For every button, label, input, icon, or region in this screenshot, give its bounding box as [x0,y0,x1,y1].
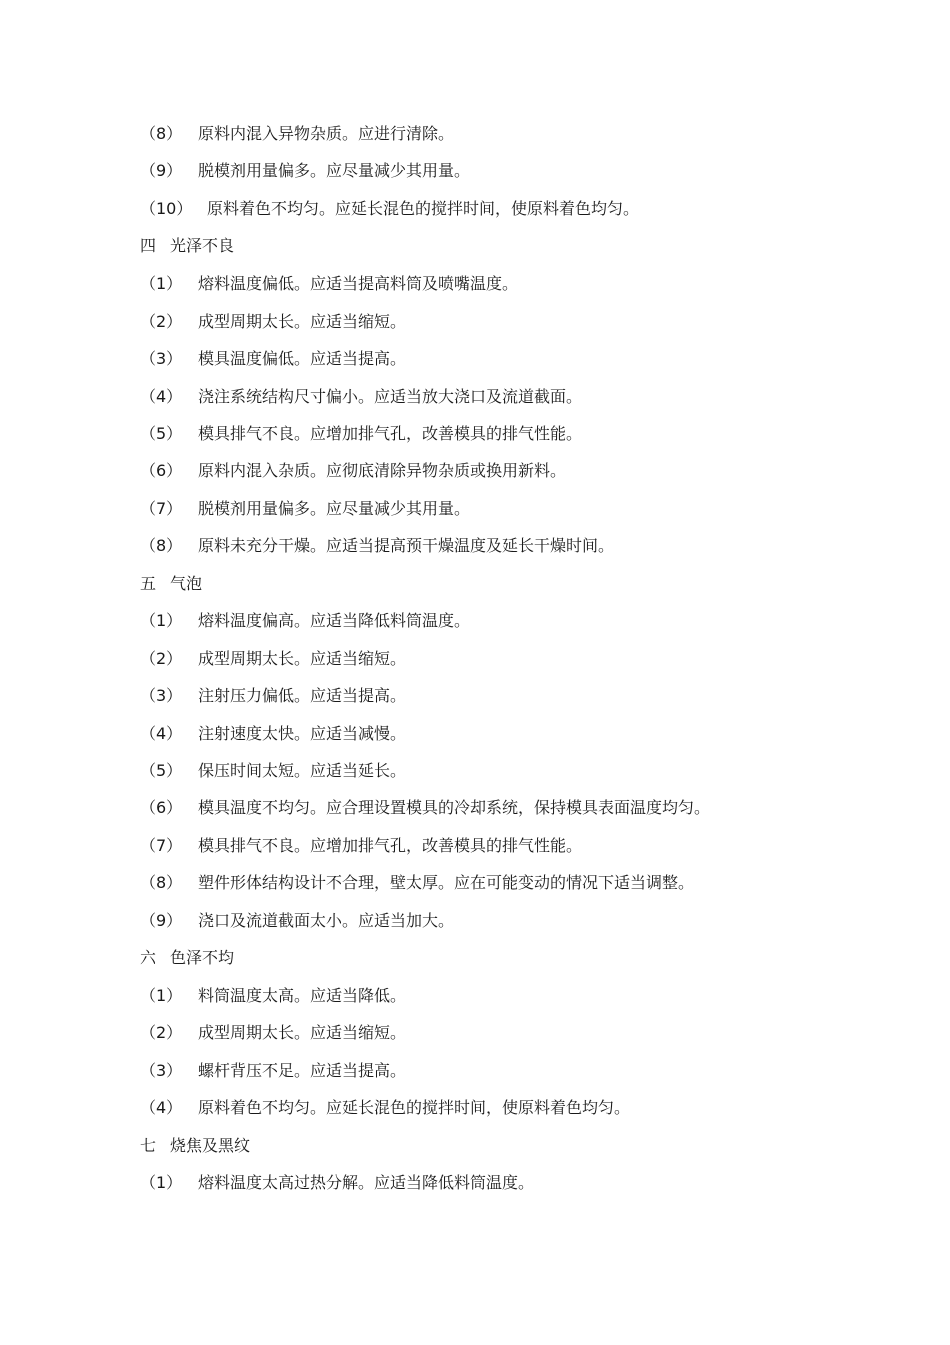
list-item [140,420,582,448]
list-item [140,120,454,148]
list-item [140,308,406,336]
list-item [140,270,518,298]
item-text: 成型周期太长。应适当缩短。 [198,649,407,668]
list-item [140,832,582,860]
item-number: （8） [140,873,183,892]
item-number: （1） [140,274,183,293]
item-number: （7） [140,499,183,518]
item-text: 模具温度偏低。应适当提高。 [198,349,407,368]
item-text: 保压时间太短。应适当延长。 [198,761,407,780]
item-number: （8） [140,124,183,143]
item-text: 注射压力偏低。应适当提高。 [198,686,407,705]
item-text: 成型周期太长。应适当缩短。 [198,1023,407,1042]
section-title: 色泽不均 [170,948,235,967]
item-number: （10） [140,199,193,218]
item-number: （9） [140,161,183,180]
list-item [140,1019,406,1047]
list-item [140,383,582,411]
list-item [140,645,406,673]
list-item [140,682,406,710]
item-text: 原料内混入杂质。应彻底清除异物杂质或换用新料。 [198,461,567,480]
item-text: 原料未充分干燥。应适当提高预干燥温度及延长干燥时间。 [198,536,615,555]
item-number: （2） [140,312,183,331]
list-item [140,495,470,523]
item-text: 熔料温度偏低。应适当提高料筒及喷嘴温度。 [198,274,519,293]
item-number: （1） [140,986,183,1005]
item-text: 脱模剂用量偏多。应尽量减少其用量。 [198,499,471,518]
item-text: 模具温度不均匀。应合理设置模具的冷却系统，保持模具表面温度均匀。 [198,798,711,817]
item-text: 模具排气不良。应增加排气孔，改善模具的排气性能。 [198,424,583,443]
item-number: （3） [140,349,183,368]
item-number: （6） [140,798,183,817]
item-number: （1） [140,611,183,630]
item-text: 熔料温度太高过热分解。应适当降低料筒温度。 [198,1173,535,1192]
list-item [140,345,406,373]
item-number: （2） [140,649,183,668]
item-text: 模具排气不良。应增加排气孔，改善模具的排气性能。 [198,836,583,855]
item-number: （5） [140,761,183,780]
item-number: （8） [140,536,183,555]
item-text: 熔料温度偏高。应适当降低料筒温度。 [198,611,471,630]
list-item [140,195,639,223]
item-number: （3） [140,686,183,705]
section-heading [140,944,234,972]
item-text: 原料着色不均匀。应延长混色的搅拌时间，使原料着色均匀。 [198,1098,631,1117]
section-number: 五 [140,574,157,593]
item-text: 原料着色不均匀。应延长混色的搅拌时间，使原料着色均匀。 [207,199,640,218]
section-title: 烧焦及黑纹 [170,1136,251,1155]
list-item [140,757,406,785]
item-text: 塑件形体结构设计不合理，壁太厚。应在可能变动的情况下适当调整。 [198,873,695,892]
list-item [140,607,470,635]
list-item [140,794,710,822]
item-text: 成型周期太长。应适当缩短。 [198,312,407,331]
item-number: （1） [140,1173,183,1192]
item-number: （9） [140,911,183,930]
item-number: （2） [140,1023,183,1042]
section-heading [140,232,234,260]
list-item [140,532,614,560]
list-item [140,907,454,935]
section-number: 六 [140,948,157,967]
item-number: （5） [140,424,183,443]
section-heading [140,570,202,598]
item-number: （7） [140,836,183,855]
item-number: （6） [140,461,183,480]
item-text: 注射速度太快。应适当减慢。 [198,724,407,743]
list-item [140,1169,534,1197]
item-number: （4） [140,387,183,406]
item-text: 浇注系统结构尺寸偏小。应适当放大浇口及流道截面。 [198,387,583,406]
section-heading [140,1132,250,1160]
list-item [140,720,406,748]
item-number: （3） [140,1061,183,1080]
list-item [140,457,566,485]
list-item [140,1094,630,1122]
section-number: 七 [140,1136,157,1155]
item-number: （4） [140,1098,183,1117]
item-text: 原料内混入异物杂质。应进行清除。 [198,124,455,143]
list-item [140,982,406,1010]
item-text: 料筒温度太高。应适当降低。 [198,986,407,1005]
section-title: 光泽不良 [170,236,235,255]
item-text: 螺杆背压不足。应适当提高。 [198,1061,407,1080]
item-text: 浇口及流道截面太小。应适当加大。 [198,911,455,930]
section-title: 气泡 [170,574,203,593]
section-number: 四 [140,236,157,255]
item-number: （4） [140,724,183,743]
list-item [140,869,694,897]
list-item [140,1057,406,1085]
list-item [140,157,470,185]
item-text: 脱模剂用量偏多。应尽量减少其用量。 [198,161,471,180]
